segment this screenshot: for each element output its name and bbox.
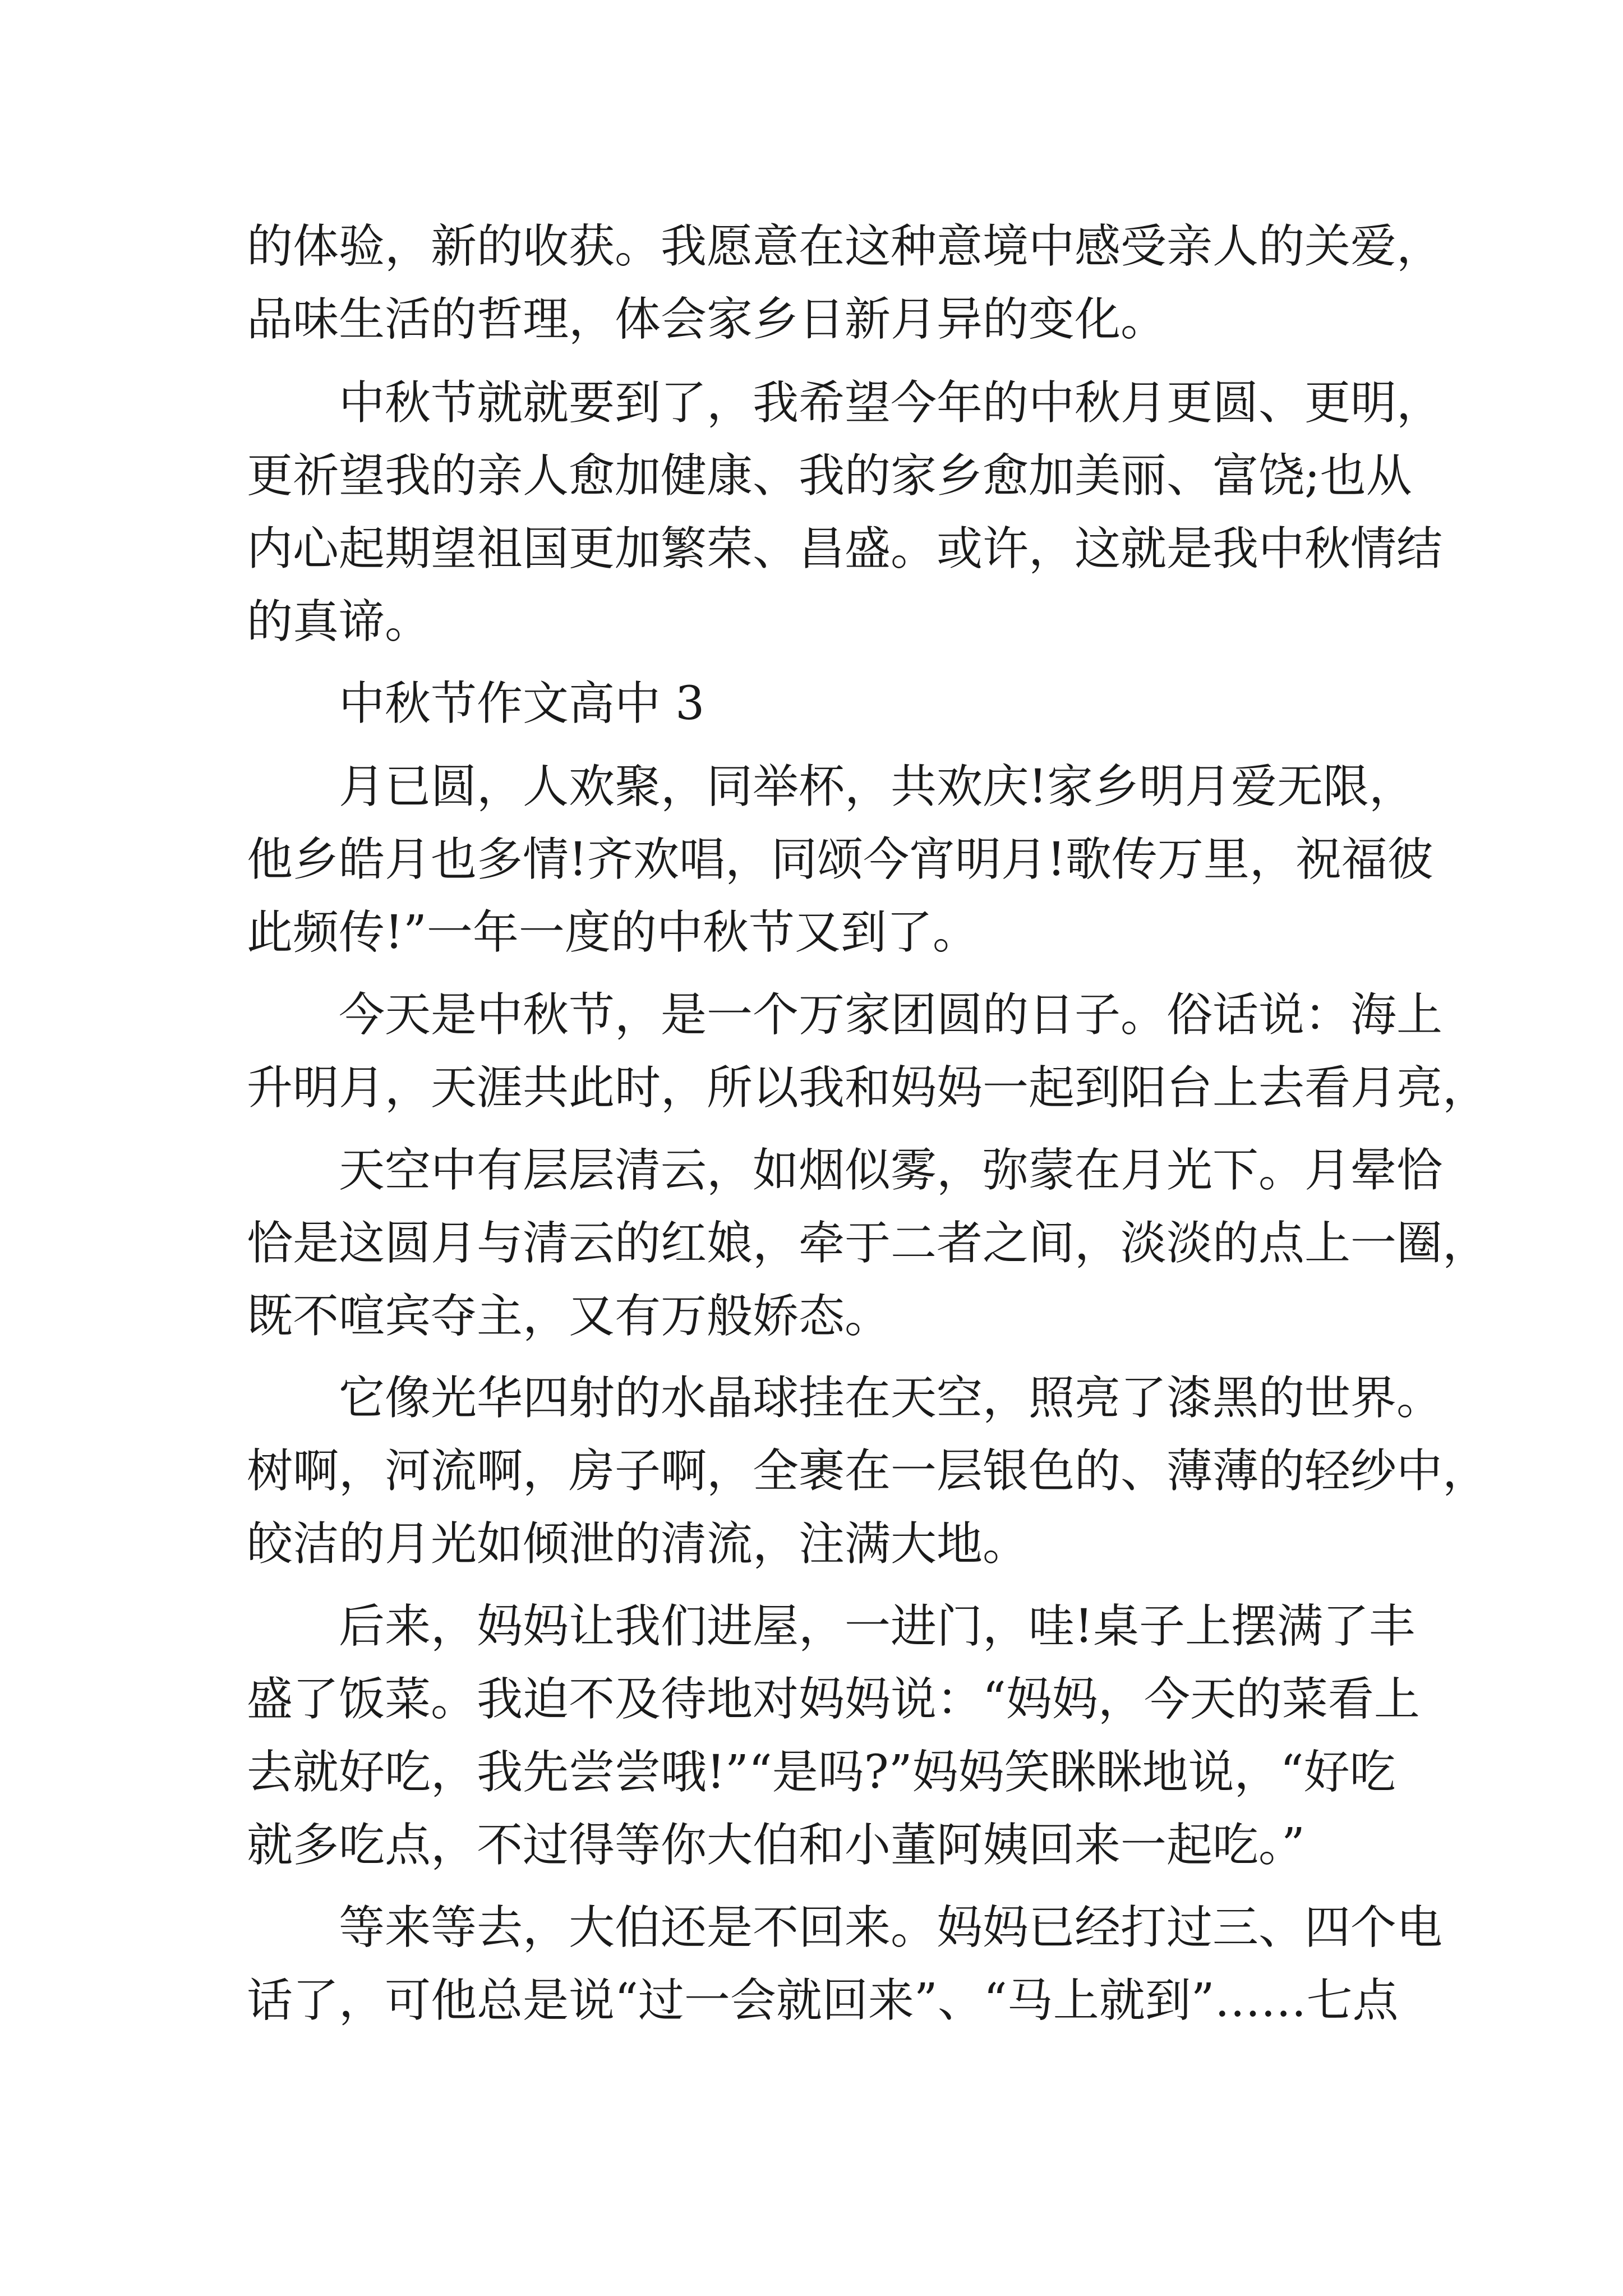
section-heading: 中秋节作文高中 3 bbox=[339, 677, 705, 730]
text-line: 的体验，新的收获。我愿意在这种意境中感受亲人的关爱， bbox=[247, 220, 1443, 273]
text-line: 此频传!”一年一度的中秋节又到了。 bbox=[247, 906, 979, 959]
text-line: 话了，可他总是说“过一会就回来”、“马上就到”……七点 bbox=[247, 1974, 1399, 2027]
paragraph-first-line: 中秋节就就要到了，我希望今年的中秋月更圆、更明， bbox=[339, 376, 1443, 430]
text-line: 的真谛。 bbox=[247, 595, 431, 648]
text-line: 内心起期望祖国更加繁荣、昌盛。或许，这就是我中秋情结 bbox=[247, 522, 1443, 576]
text-line: 升明月，天涯共此时，所以我和妈妈一起到阳台上去看月亮， bbox=[247, 1061, 1489, 1115]
paragraph-first-line: 今天是中秋节，是一个万家团圆的日子。俗话说：海上 bbox=[339, 988, 1443, 1042]
text-line: 去就好吃，我先尝尝哦!”“是吗?”妈妈笑眯眯地说，“好吃 bbox=[247, 1746, 1396, 1799]
text-line: 恰是这圆月与清云的红娘，牵于二者之间，淡淡的点上一圈， bbox=[247, 1217, 1489, 1270]
paragraph-first-line: 月已圆，人欢聚，同举杯，共欢庆!家乡明月爱无限， bbox=[339, 760, 1415, 813]
text-line: 盛了饭菜。我迫不及待地对妈妈说：“妈妈，今天的菜看上 bbox=[247, 1673, 1420, 1726]
text-line: 更祈望我的亲人愈加健康、我的家乡愈加美丽、富饶;也从 bbox=[247, 449, 1412, 503]
paragraph-first-line: 天空中有层层清云，如烟似雾，弥蒙在月光下。月晕恰 bbox=[339, 1144, 1443, 1197]
text-line: 他乡皓月也多情!齐欢唱，同颂今宵明月!歌传万里，祝福彼 bbox=[247, 833, 1433, 886]
paragraph-first-line: 它像光华四射的水晶球挂在天空，照亮了漆黑的世界。 bbox=[339, 1372, 1443, 1425]
paragraph-first-line: 后来，妈妈让我们进屋，一进门，哇!桌子上摆满了丰 bbox=[339, 1600, 1415, 1653]
text-line: 皎洁的月光如倾泄的清流，注满大地。 bbox=[247, 1517, 1029, 1571]
paragraph-first-line: 等来等去，大伯还是不回来。妈妈已经打过三、四个电 bbox=[339, 1901, 1443, 1954]
text-line: 树啊，河流啊，房子啊，全裹在一层银色的、薄薄的轻纱中， bbox=[247, 1444, 1489, 1498]
text-line: 既不喧宾夺主，又有万般娇态。 bbox=[247, 1290, 891, 1343]
text-line: 就多吃点，不过得等你大伯和小董阿姨回来一起吃。” bbox=[247, 1819, 1305, 1872]
text-line: 品味生活的哲理，体会家乡日新月异的变化。 bbox=[247, 293, 1167, 346]
